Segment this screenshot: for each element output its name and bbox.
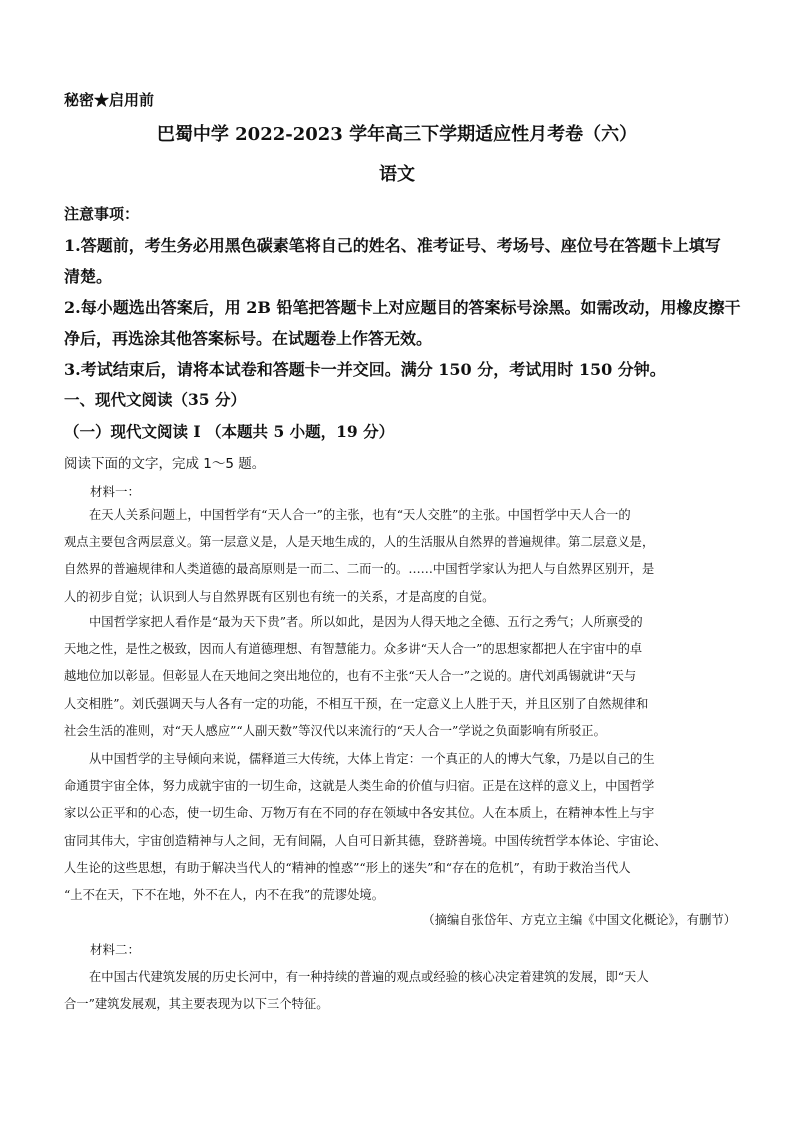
material-label: 材料一： [90, 484, 141, 499]
notice-line: 2.每小题选出答案后，用 2B 铅笔把答题卡上对应题目的答案标号涂黑。如需改动，用橡皮擦干 [64, 298, 741, 317]
text-line: 在天人关系问题上，中国哲学有“天人合一”的主张，也有“天人交胜”的主张。中国哲学中天人合一的 [89, 508, 631, 522]
subject-title: 语文 [379, 164, 415, 185]
source-citation: （摘编自张岱年、方克立主编《中国文化概论》，有删节） [422, 913, 736, 927]
notice-heading: 注意事项： [64, 205, 140, 223]
text-line: 人生论的这些思想，有助于解决当代人的“精神的惶惑”“形上的迷失”和“存在的危机”，有助于救治当代人 [64, 860, 631, 875]
notice-line: 净后，再选涂其他答案标号。在试题卷上作答无效。 [64, 329, 433, 348]
text-line: 命通贯宇宙全体，努力成就宇宙的一切生命，这就是人类生命的价值与归宿。正是在这样的意义上，中国哲学 [64, 779, 655, 794]
text-line: 观点主要包含两层意义。第一层意义是，人是天地生成的，人的生活服从自然界的普遍规律。第二层意义是， [64, 535, 655, 550]
text-line: “上不在天，下不在地，外不在人，内不在我”的荒谬处境。 [64, 888, 384, 903]
reading-instruction: 阅读下面的文字，完成 1～5 题。 [64, 456, 266, 472]
notice-line: 3.考试结束后，请将本试卷和答题卡一并交回。满分 150 分，考试用时 150 分钟。 [64, 360, 666, 379]
text-line: 人交相胜”。刘氏强调天与人各有一定的功能，不相互干预，在一定意义上人胜于天，并且区别了自然规律和 [64, 696, 649, 711]
paragraph [64, 964, 734, 1018]
material-label: 材料二： [90, 942, 141, 957]
paragraph [64, 609, 734, 745]
text-line: 越地位加以彰显。但彰显人在天地间之突出地位的，也有不主张“天人合一”之说的。唐代刘禹锡就讲“天与 [64, 669, 637, 684]
text-line: 合一”建筑发展观，其主要表现为以下三个特征。 [64, 997, 329, 1012]
text-line: 在中国古代建筑发展的历史长河中，有一种持续的普遍的观点或经验的核心决定着建筑的发展，即“天人 [89, 970, 649, 984]
text-line: 中国哲学家把人看作是“最为天下贵”者。所以如此，是因为人得天地之全德、五行之秀气；人所禀受的 [89, 615, 643, 629]
text-line: 天地之性，是性之极致，因而人有道德理想、有智慧能力。众多讲“天人合一”的思想家都把人在宇宙中的卓 [64, 642, 643, 657]
text-line: 社会生活的准则，对“天人感应”“人副天数”等汉代以来流行的“天人合一”学说之负面影响有所驳正。 [64, 723, 606, 738]
text-line: 自然界的普遍规律和人类道德的最高原则是一而二、二而一的。……中国哲学家认为把人与自然界区别开，是 [64, 562, 655, 577]
text-line: 宙同其伟大，宇宙创造精神与人之间，无有间隔，人自可日新其德，登跻善境。中国传统哲学本体论、宇宙论、 [64, 833, 667, 848]
paragraph [64, 746, 734, 909]
text-line: 人的初步自觉；认识到人与自然界既有区别也有统一的关系，才是高度的自觉。 [64, 589, 495, 604]
exam-title: 巴蜀中学 2022-2023 学年高三下学期适应性月考卷（六） [156, 124, 638, 145]
notice-line: 清楚。 [64, 267, 113, 286]
paragraph [64, 502, 734, 611]
notice-line: 1.答题前，考生务必用黑色碳素笔将自己的姓名、准考证号、考场号、座位号在答题卡上填写 [64, 236, 721, 255]
section-heading: 一、现代文阅读（35 分） [64, 390, 246, 409]
text-line: 家以公正平和的心态，使一切生命、万物万有在不同的存在领域中各安其位。人在本质上，在精神本性上与宇 [64, 806, 655, 821]
text-line: 从中国哲学的主导倾向来说，儒释道三大传统，大体上肯定：一个真正的人的博大气象，乃是以自己的生 [89, 752, 655, 766]
subsection-heading: （一）现代文阅读 I （本题共 5 小题，19 分） [64, 422, 395, 441]
confidential-mark: 秘密★启用前 [64, 91, 155, 109]
